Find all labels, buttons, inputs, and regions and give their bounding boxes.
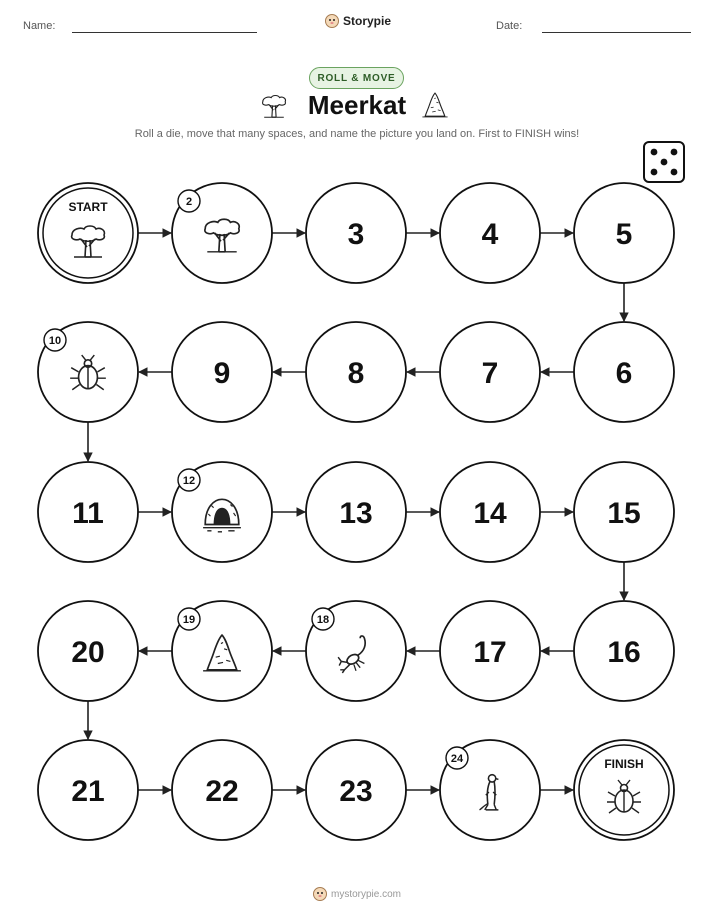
space-number: 20	[71, 636, 105, 669]
space-number: 15	[607, 497, 641, 530]
space-number: 11	[72, 497, 104, 530]
space-number: 13	[339, 497, 373, 530]
board-space-15	[574, 462, 674, 562]
board-space-8	[306, 322, 406, 422]
space-number: 24	[450, 753, 464, 765]
space-number: 9	[213, 357, 231, 390]
space-number: 14	[473, 497, 507, 530]
space-circle	[38, 183, 138, 283]
board-space-6	[574, 322, 674, 422]
board-space-22	[172, 740, 272, 840]
board-space-9	[172, 322, 272, 422]
space-number: 18	[316, 614, 330, 626]
space-number: 17	[473, 636, 507, 669]
space-number: 6	[615, 357, 633, 390]
space-number: 19	[182, 614, 196, 626]
title-termite-mound-icon	[422, 93, 447, 117]
board-space-11	[38, 462, 138, 562]
space-number: 5	[615, 218, 633, 251]
board-space-13	[306, 462, 406, 562]
space-number: 21	[71, 775, 105, 808]
name-label: Name:	[23, 20, 56, 32]
board-space-19	[172, 601, 272, 701]
board-space-23	[306, 740, 406, 840]
board-space-24	[440, 740, 540, 840]
board-space-17	[440, 601, 540, 701]
board-space-5	[574, 183, 674, 283]
footer-site: mystorypie.com	[330, 888, 401, 900]
space-number: 2	[185, 196, 193, 208]
footer	[0, 887, 714, 901]
roll-move-badge: ROLL & MOVE	[309, 67, 404, 89]
space-number: 12	[182, 475, 196, 487]
meerkat-logo-icon	[313, 887, 327, 901]
title-acacia-tree-icon	[263, 96, 286, 118]
board-space-2	[172, 183, 272, 283]
page-title: Meerkat	[307, 90, 407, 120]
board-space-finish	[574, 740, 674, 840]
board-space-21	[38, 740, 138, 840]
board-space-16	[574, 601, 674, 701]
start-label: START	[68, 200, 108, 214]
finish-label: FINISH	[604, 757, 644, 771]
board-space-12	[172, 462, 272, 562]
space-number: 16	[607, 636, 641, 669]
instructions: Roll a die, move that many spaces, and name the picture you land on. First to FINISH wins!	[134, 128, 580, 140]
board-space-4	[440, 183, 540, 283]
board-space-start	[38, 183, 138, 283]
space-number: 7	[481, 357, 499, 390]
space-number: 8	[347, 357, 365, 390]
board-space-7	[440, 322, 540, 422]
board-space-10	[38, 322, 138, 422]
die-icon	[644, 142, 684, 182]
space-number: 3	[347, 218, 365, 251]
space-number: 22	[205, 775, 239, 808]
board-space-3	[306, 183, 406, 283]
space-number: 4	[481, 218, 499, 251]
board-spaces	[38, 183, 674, 840]
board-space-14	[440, 462, 540, 562]
board-space-20	[38, 601, 138, 701]
brand-name: Storypie	[343, 14, 392, 28]
board-space-18	[306, 601, 406, 701]
date-label: Date:	[496, 20, 523, 32]
space-number: 10	[48, 335, 62, 347]
space-number: 23	[339, 775, 373, 808]
